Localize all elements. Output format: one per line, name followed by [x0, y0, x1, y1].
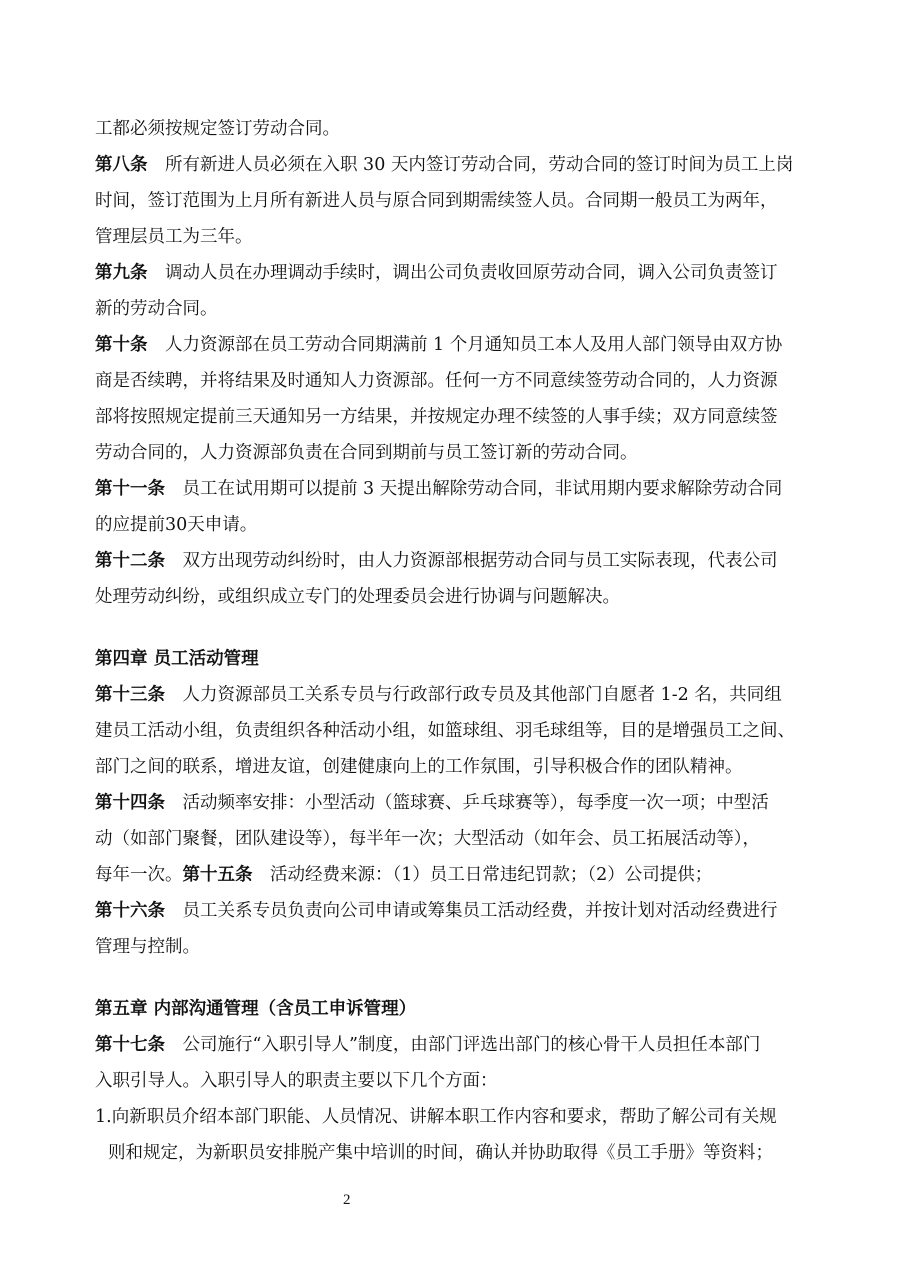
paragraph-line — [108, 1141, 773, 1165]
paragraph-line — [95, 863, 712, 887]
paragraph-line — [95, 827, 760, 851]
paragraph-text: 管理与控制。 — [95, 937, 200, 957]
paragraph-text: 部门之间的联系，增进友谊，创建健康向上的工作氛围，引导积极合作的团队精神。 — [95, 757, 743, 777]
article-label: 第十六条 — [95, 901, 165, 921]
article-9 — [95, 261, 778, 285]
paragraph-text: 1.向新职员介绍本部门职能、人员情况、讲解本职工作内容和要求，帮助了解公司有关规 — [95, 1107, 777, 1127]
article-16 — [95, 899, 778, 923]
paragraph-text: 时间，签订范围为上月所有新进人员与原合同到期需续签人员。合同期一般员工为两年， — [95, 191, 778, 211]
page-number: 2 — [343, 1192, 351, 1208]
paragraph-text: 新的劳动合同。 — [95, 299, 218, 319]
chapter-5-heading: 第五章 内部沟通管理（含员工申诉管理） — [95, 999, 417, 1019]
list-item — [95, 1105, 777, 1129]
article-label: 第十四条 — [95, 793, 165, 813]
paragraph-text: 调动人员在办理调动手续时，调出公司负责收回原劳动合同，调入公司负责签订 — [165, 263, 778, 283]
article-label: 第十二条 — [95, 551, 165, 571]
paragraph-line — [95, 755, 743, 779]
article-17 — [95, 1033, 760, 1057]
paragraph-text: 活动经费来源：（1）员工日常违纪罚款；（2）公司提供； — [270, 865, 713, 885]
paragraph-text: 所有新进人员必须在入职 30 天内签订劳动合同，劳动合同的签订时间为员工上岗 — [165, 155, 794, 175]
paragraph-text: 则和规定，为新职员安排脱产集中培训的时间，确认并协助取得《员工手册》等资料； — [108, 1143, 773, 1163]
paragraph-text: 劳动合同的，人力资源部负责在合同到期前与员工签订新的劳动合同。 — [95, 443, 638, 463]
paragraph-text: 部将按照规定提前三天通知另一方结果，并按规定办理不续签的人事手续；双方同意续签 — [95, 407, 778, 427]
paragraph-line — [95, 719, 795, 743]
article-14 — [95, 791, 769, 815]
paragraph-line — [95, 225, 253, 249]
paragraph-line — [95, 405, 778, 429]
paragraph-text: 入职引导人。入职引导人的职责主要以下几个方面： — [95, 1071, 498, 1091]
paragraph-text: 员工关系专员负责向公司申请或筹集员工活动经费，并按计划对活动经费进行 — [182, 901, 778, 921]
paragraph-text: 每年一次。 — [95, 865, 183, 885]
paragraph-line — [95, 585, 620, 609]
article-label: 第十条 — [95, 335, 148, 355]
paragraph-line — [95, 441, 638, 465]
paragraph-text: 的应提前30天申请。 — [95, 515, 258, 535]
paragraph-text: 人力资源部员工关系专员与行政部行政专员及其他部门自愿者 1-2 名，共同组 — [182, 685, 782, 705]
paragraph-text: 公司施行“入职引导人”制度，由部门评选出部门的核心骨干人员担任本部门 — [182, 1035, 761, 1055]
article-8-continuation — [95, 117, 340, 141]
article-8 — [95, 153, 793, 177]
paragraph-text: 建员工活动小组，负责组织各种活动小组，如篮球组、羽毛球组等，目的是增强员工之间、 — [95, 721, 795, 741]
article-12 — [95, 549, 778, 573]
paragraph-text: 双方出现劳动纠纷时，由人力资源部根据劳动合同与员工实际表现，代表公司 — [182, 551, 778, 571]
paragraph-text: 人力资源部在员工劳动合同期满前 1 个月通知员工本人及用人部门领导由双方协 — [165, 335, 783, 355]
paragraph-text: 动（如部门聚餐，团队建设等），每半年一次；大型活动（如年会、员工拓展活动等）， — [95, 829, 760, 849]
paragraph-text: 员工在试用期可以提前 3 天提出解除劳动合同，非试用期内要求解除劳动合同 — [182, 479, 783, 499]
paragraph-line — [95, 369, 778, 393]
chapter-4-heading: 第四章 员工活动管理 — [95, 649, 259, 669]
paragraph-line — [95, 1069, 498, 1093]
article-label: 第十一条 — [95, 479, 165, 499]
article-13 — [95, 683, 782, 707]
paragraph-text: 处理劳动纠纷，或组织成立专门的处理委员会进行协调与问题解决。 — [95, 587, 620, 607]
paragraph-line — [95, 297, 218, 321]
paragraph-line — [95, 935, 200, 959]
paragraph-line — [95, 513, 257, 537]
paragraph-text: 工都必须按规定签订劳动合同。 — [95, 119, 340, 139]
article-label: 第八条 — [95, 155, 148, 175]
article-10 — [95, 333, 782, 357]
paragraph-text: 商是否续聘，并将结果及时通知人力资源部。任何一方不同意续签劳动合同的，人力资源 — [95, 371, 778, 391]
paragraph-text: 管理层员工为三年。 — [95, 227, 253, 247]
paragraph-text: 活动频率安排：小型活动（篮球赛、乒乓球赛等），每季度一次一项；中型活 — [182, 793, 769, 813]
article-label: 第十五条 — [182, 865, 253, 885]
article-label: 第十七条 — [95, 1035, 165, 1055]
article-label: 第九条 — [95, 263, 148, 283]
article-11 — [95, 477, 782, 501]
paragraph-line — [95, 189, 778, 213]
article-label: 第十三条 — [95, 685, 165, 705]
